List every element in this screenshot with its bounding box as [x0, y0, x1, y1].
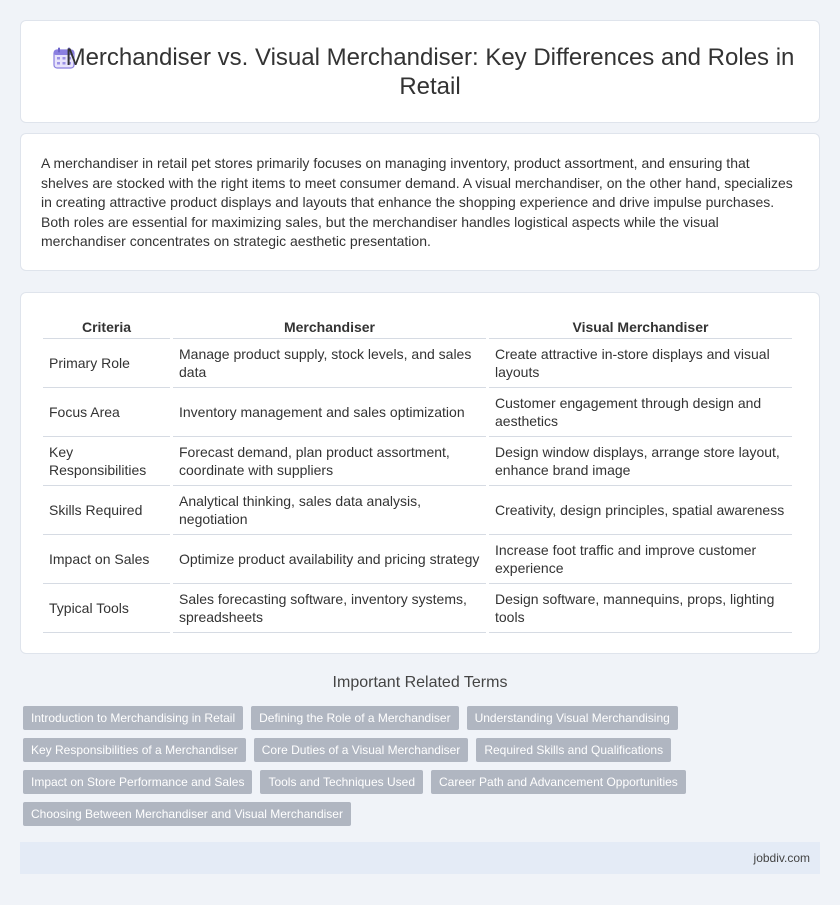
intro-card	[20, 133, 820, 271]
table-cell: Design software, mannequins, props, lighting tools	[489, 584, 792, 633]
table-row	[43, 339, 792, 388]
table-row	[43, 388, 792, 437]
table-cell: Manage product supply, stock levels, and sales data	[173, 339, 486, 388]
table-cell: Inventory management and sales optimization	[173, 388, 486, 437]
table-cell: Creativity, design principles, spatial awareness	[489, 486, 792, 535]
table-row	[43, 584, 792, 633]
table-cell: Skills Required	[43, 486, 170, 535]
table-header-row	[43, 313, 792, 339]
table-cell: Optimize product availability and pricing strategy	[173, 535, 486, 584]
related-terms-list	[23, 706, 743, 826]
table-row	[43, 486, 792, 535]
related-term-tag[interactable]: Key Responsibilities of a Merchandiser	[23, 738, 246, 762]
header-card	[20, 20, 820, 123]
intro-paragraph: A merchandiser in retail pet stores primarily focuses on managing inventory, product assortment, and ensuring that shelves are stocked with the right items to meet consumer demand. A visual merchandiser, on the other hand, specializes in creating attractive product displays and layouts that enhance the shopping experience and drive impulse purchases. Both roles are essential for maximizing sales, but the merchandiser handles logistical aspects while the visual merchandiser concentrates on strategic aesthetic presentation.	[41, 155, 793, 249]
related-term-tag[interactable]: Impact on Store Performance and Sales	[23, 770, 252, 794]
comparison-table	[40, 313, 795, 633]
table-cell: Design window displays, arrange store layout, enhance brand image	[489, 437, 792, 486]
table-cell: Increase foot traffic and improve customer experience	[489, 535, 792, 584]
comparison-table-card	[20, 292, 820, 654]
table-cell: Typical Tools	[43, 584, 170, 633]
table-header: Criteria	[43, 313, 170, 339]
table-cell: Primary Role	[43, 339, 170, 388]
related-term-tag[interactable]: Required Skills and Qualifications	[476, 738, 671, 762]
related-term-tag[interactable]: Introduction to Merchandising in Retail	[23, 706, 243, 730]
table-cell: Analytical thinking, sales data analysis, negotiation	[173, 486, 486, 535]
related-term-tag[interactable]: Understanding Visual Merchandising	[467, 706, 678, 730]
table-header: Visual Merchandiser	[489, 313, 792, 339]
table-cell: Customer engagement through design and aesthetics	[489, 388, 792, 437]
related-term-tag[interactable]: Choosing Between Merchandiser and Visual Merchandiser	[23, 802, 351, 826]
related-term-tag[interactable]: Tools and Techniques Used	[260, 770, 423, 794]
table-cell: Focus Area	[43, 388, 170, 437]
table-cell: Sales forecasting software, inventory systems, spreadsheets	[173, 584, 486, 633]
table-row	[43, 535, 792, 584]
table-cell: Key Responsibilities	[43, 437, 170, 486]
related-term-tag[interactable]: Core Duties of a Visual Merchandiser	[254, 738, 469, 762]
related-terms-title: Important Related Terms	[332, 674, 508, 691]
page-title: Merchandiser vs. Visual Merchandiser: Key Differences and Roles in Retail	[65, 44, 795, 100]
table-cell: Create attractive in-store displays and visual layouts	[489, 339, 792, 388]
table-header: Merchandiser	[173, 313, 486, 339]
table-cell: Forecast demand, plan product assortment, coordinate with suppliers	[173, 437, 486, 486]
footer	[20, 842, 820, 874]
table-cell: Impact on Sales	[43, 535, 170, 584]
footer-site-link[interactable]: jobdiv.com	[753, 851, 810, 865]
related-term-tag[interactable]: Career Path and Advancement Opportunities	[431, 770, 686, 794]
table-row	[43, 437, 792, 486]
related-term-tag[interactable]: Defining the Role of a Merchandiser	[251, 706, 458, 730]
title-row	[61, 43, 799, 101]
